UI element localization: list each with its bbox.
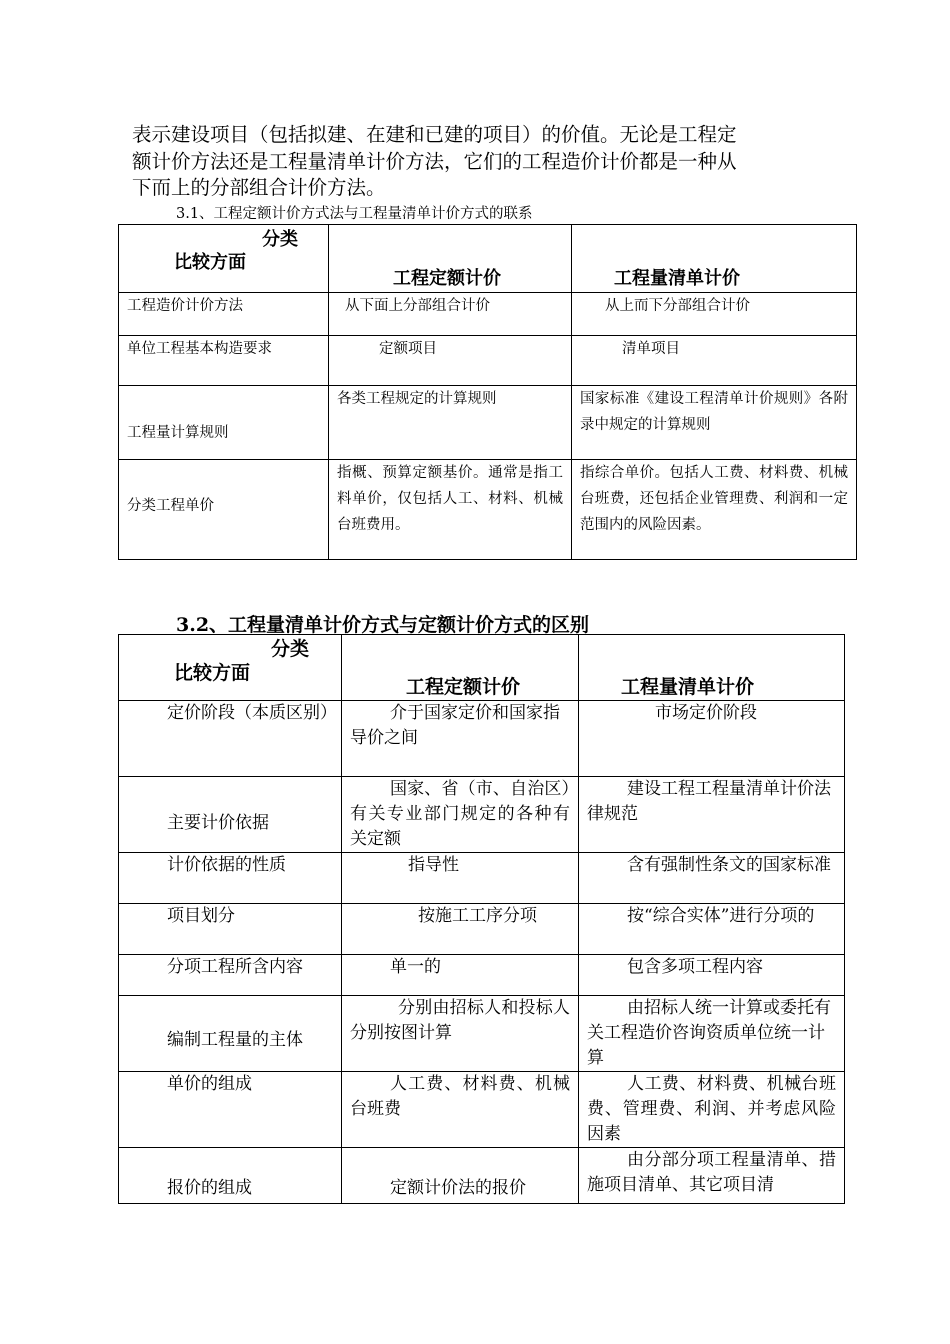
aspect-cell: 单位工程基本构造要求 [119,336,329,386]
quota-cell: 国家、省（市、自治区）有关专业部门规定的各种有关定额 [342,777,579,853]
table-row [119,955,845,996]
table-row [119,996,845,1072]
quota-cell: 介于国家定价和国家指导价之间 [342,701,579,777]
list-cell: 含有强制性条文的国家标准 [579,853,845,904]
quota-cell: 从下面上分部组合计价 [329,293,572,336]
list-cell: 国家标准《建设工程清单计价规则》各附录中规定的计算规则 [572,386,857,460]
list-cell: 市场定价阶段 [579,701,845,777]
table1-caption: 3.1、工程定额计价方式法与工程量清单计价方式的联系 [176,206,533,222]
list-cell: 清单项目 [572,336,857,386]
list-cell: 建设工程工程量清单计价法律规范 [579,777,845,853]
quota-cell: 各类工程规定的计算规则 [329,386,572,460]
header-diagonal-cell [119,225,329,293]
header-aspect-label: 比较方面 [174,252,246,273]
table-row [119,853,845,904]
aspect-cell: 单价的组成 [119,1072,342,1148]
intro-paragraph [132,122,838,202]
aspect-cell: 报价的组成 [119,1148,342,1204]
aspect-cell: 编制工程量的主体 [119,996,342,1072]
list-cell: 按“综合实体”进行分项的 [579,904,845,955]
quota-cell: 按施工工序分项 [342,904,579,955]
table-header-row [119,635,845,701]
table-row [119,386,857,460]
table-row [119,293,857,336]
header-list-pricing: 工程量清单计价 [572,225,857,293]
table-row [119,336,857,386]
table-row [119,904,845,955]
table-row [119,777,845,853]
quota-cell: 指概、预算定额基价。通常是指工料单价，仅包括人工、材料、机械台班费用。 [329,460,572,560]
aspect-cell: 分类工程单价 [119,460,329,560]
header-quota-pricing: 工程定额计价 [329,225,572,293]
list-cell: 由招标人统一计算或委托有关工程造价咨询资质单位统一计算 [579,996,845,1072]
aspect-cell: 工程量计算规则 [119,386,329,460]
header-list-pricing: 工程量清单计价 [579,635,845,701]
quota-cell: 人工费、材料费、机械台班费 [342,1072,579,1148]
table2-caption: 3.2、工程量清单计价方式与定额计价方式的区别 [176,614,590,636]
quota-cell: 指导性 [342,853,579,904]
header-aspect-label: 比较方面 [174,662,251,684]
list-cell: 从上而下分部组合计价 [572,293,857,336]
list-cell: 由分部分项工程量清单、措施项目清单、其它项目清 [579,1148,845,1204]
quota-cell: 单一的 [342,955,579,996]
list-cell: 包含多项工程内容 [579,955,845,996]
list-cell: 人工费、材料费、机械台班费、管理费、利润、并考虑风险因素 [579,1072,845,1148]
aspect-cell: 计价依据的性质 [119,853,342,904]
quota-cell: 分别由招标人和投标人分别按图计算 [342,996,579,1072]
comparison-table-difference [118,634,845,1204]
table-row [119,1148,845,1204]
aspect-cell: 分项工程所含内容 [119,955,342,996]
header-category-label: 分类 [262,229,298,250]
aspect-cell: 工程造价计价方法 [119,293,329,336]
comparison-table-relation [118,224,857,560]
aspect-cell: 项目划分 [119,904,342,955]
table-row [119,701,845,777]
header-quota-pricing: 工程定额计价 [342,635,579,701]
quota-cell: 定额计价法的报价 [342,1148,579,1204]
intro-line: 下而上的分部组合计价方法。 [132,176,386,199]
quota-cell: 定额项目 [329,336,572,386]
table-row [119,1072,845,1148]
header-category-label: 分类 [271,638,310,660]
table-header-row [119,225,857,293]
intro-line: 表示建设项目（包括拟建、在建和已建的项目）的价值。无论是工程定 [132,123,737,146]
aspect-cell: 主要计价依据 [119,777,342,853]
aspect-cell: 定价阶段（本质区别） [119,701,342,777]
table-row [119,460,857,560]
intro-line: 额计价方法还是工程量清单计价方法，它们的工程造价计价都是一种从 [132,149,737,173]
header-diagonal-cell [119,635,342,701]
list-cell: 指综合单价。包括人工费、材料费、机械台班费，还包括企业管理费、利润和一定范围内的风险因素。 [572,460,857,560]
